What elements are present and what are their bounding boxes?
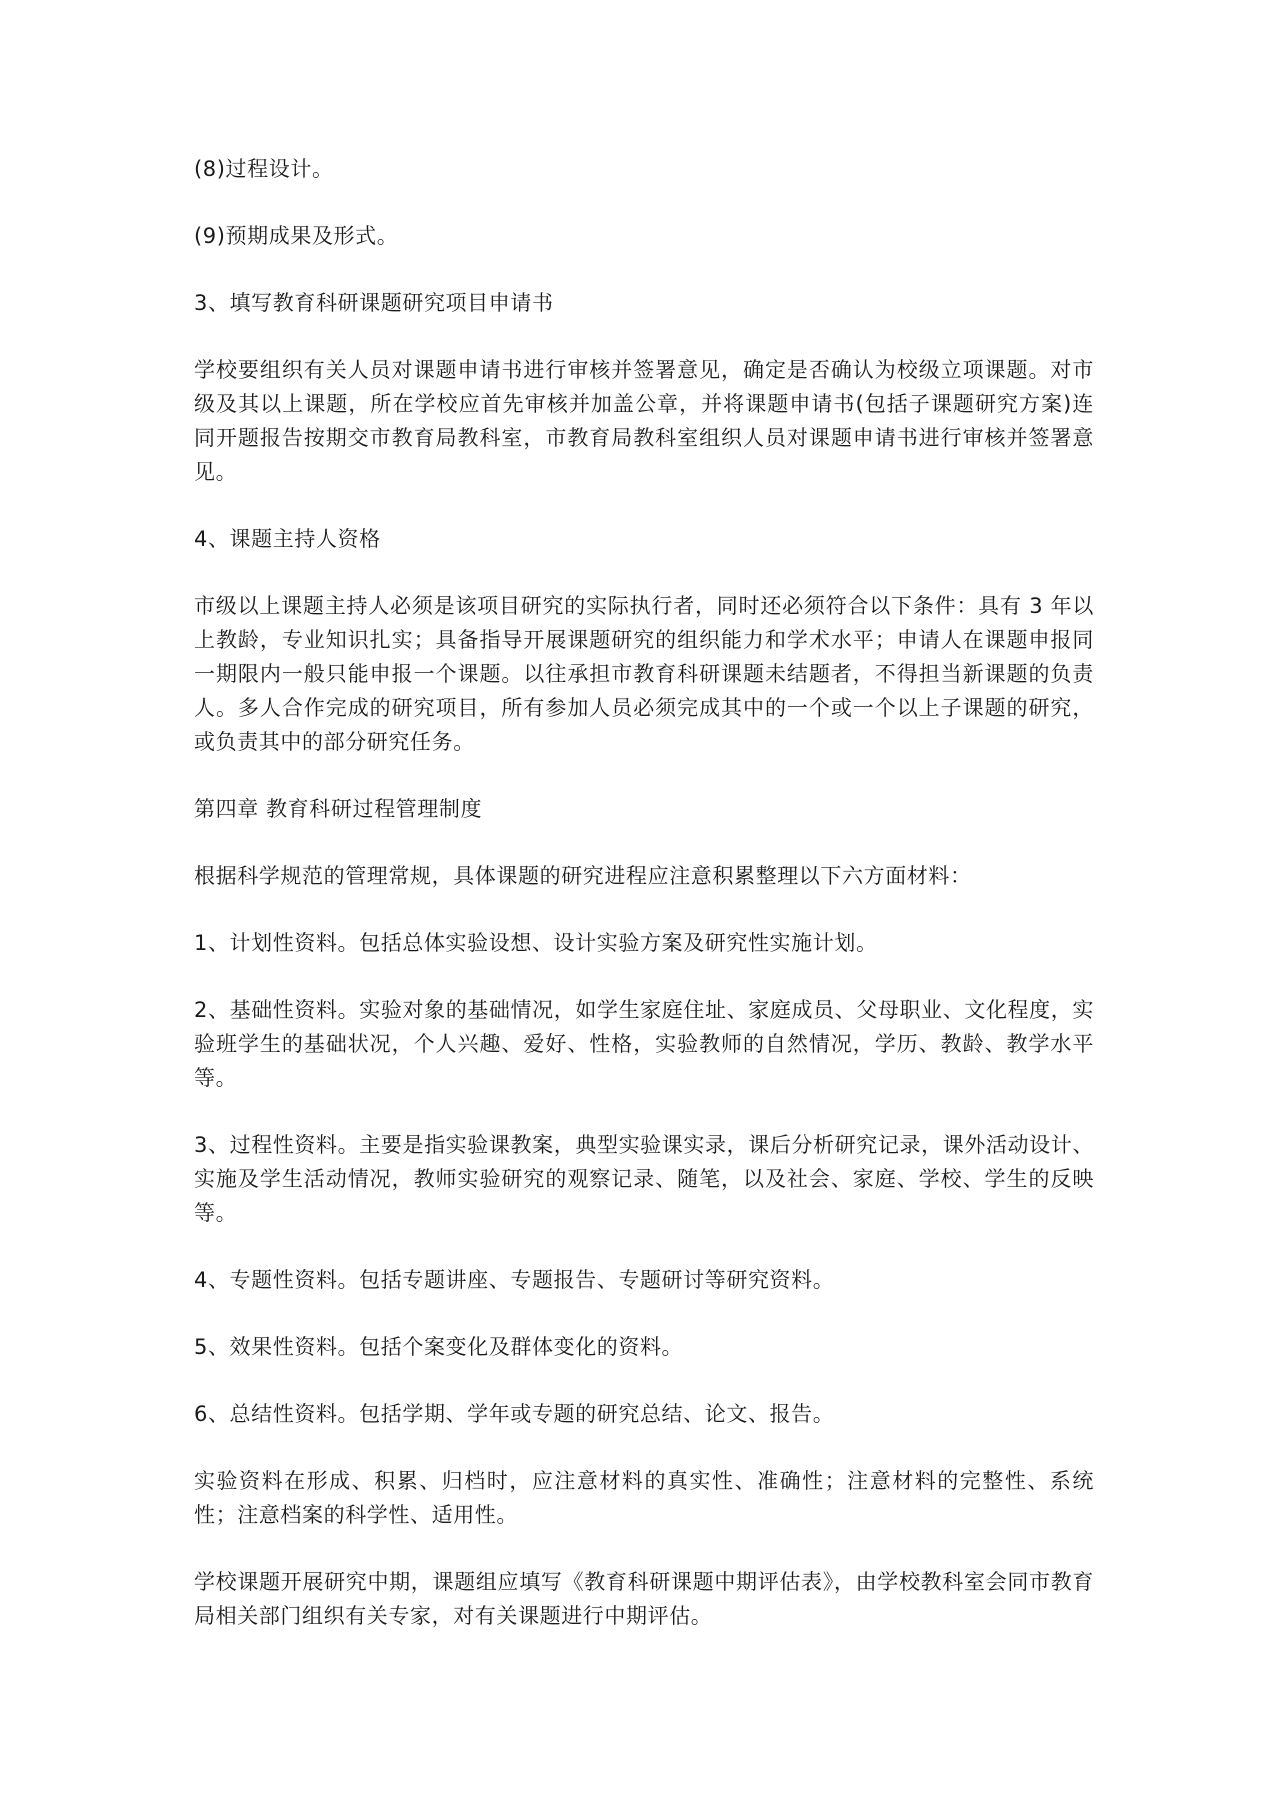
list-item-basic-materials: 2、基础性资料。实验对象的基础情况，如学生家庭住址、家庭成员、父母职业、文化程度，实验班学生的基础状况，个人兴趣、爱好、性格，实验教师的自然情况，学历、教龄、教学水平等。 [194,998,1094,1090]
list-item-summary-materials: 6、总结性资料。包括学期、学年或专题的研究总结、论文、报告。 [194,1402,835,1426]
list-item-process-materials: 3、过程性资料。主要是指实验课教案，典型实验课实录，课后分析研究记录，课外活动设计、实施及学生活动情况，教师实验研究的观察记录、随笔，以及社会、家庭、学校、学生的反映等。 [194,1133,1094,1225]
list-item-topic-materials: 4、专题性资料。包括专题讲座、专题报告、专题研讨等研究资料。 [194,1268,835,1292]
paragraph-materials-intro: 根据科学规范的管理常规，具体课题的研究进程应注意积累整理以下六方面材料： [194,864,972,888]
paragraph-archiving-notes: 实验资料在形成、积累、归档时，应注意材料的真实性、准确性；注意材料的完整性、系统性；注意档案的科学性、适用性。 [194,1469,1094,1527]
heading-host-qualification: 4、课题主持人资格 [194,527,381,551]
list-item-effect-materials: 5、效果性资料。包括个案变化及群体变化的资料。 [194,1335,684,1359]
paragraph-host-conditions: 市级以上课题主持人必须是该项目研究的实际执行者，同时还必须符合以下条件：具有 3 年以上教龄，专业知识扎实；具备指导开展课题研究的组织能力和学术水平；申请人在课题申报同一期限内一般只能申报一个课题。以往承担市教育科研课题未结题者，不得担当新课题的负责人。多人合作完成的研究项目，所有参加人员必须完成其中的一个或一个以上子课题的研究，或负责其中的部分研究任务。 [194,594,1094,754]
heading-application-form: 3、填写教育科研课题研究项目申请书 [194,291,554,315]
paragraph-process-design: (8)过程设计。 [194,157,334,181]
document-page [194,152,1094,1633]
paragraph-midterm-evaluation: 学校课题开展研究中期，课题组应填写《教育科研课题中期评估表》，由学校教科室会同市教育局相关部门组织有关专家，对有关课题进行中期评估。 [194,1570,1094,1628]
paragraph-expected-results: (9)预期成果及形式。 [194,224,399,248]
chapter-heading: 第四章 教育科研过程管理制度 [194,797,483,821]
paragraph-review-process: 学校要组织有关人员对课题申请书进行审核并签署意见，确定是否确认为校级立项课题。对市级及其以上课题，所在学校应首先审核并加盖公章，并将课题申请书(包括子课题研究方案)连同开题报告按期交市教育局教科室，市教育局教科室组织人员对课题申请书进行审核并签署意见。 [194,358,1094,484]
list-item-planning-materials: 1、计划性资料。包括总体实验设想、设计实验方案及研究性实施计划。 [194,931,878,955]
